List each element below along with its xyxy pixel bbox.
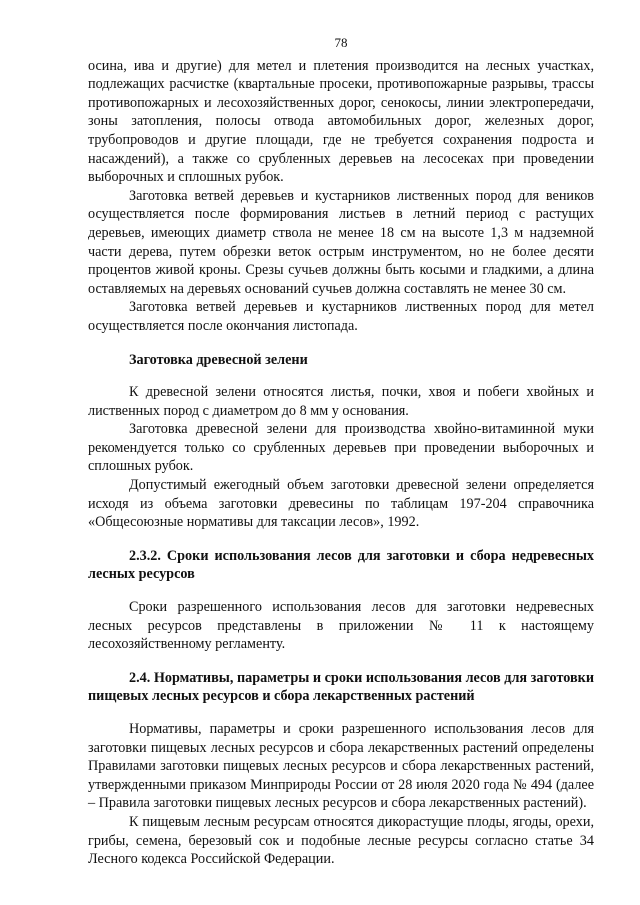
section-heading-2-3-2: 2.3.2. Сроки использования лесов для заготовки и сбора недревесных лесных ресурсов	[88, 547, 594, 583]
section-heading-wood-greens: Заготовка древесной зелени	[129, 351, 308, 368]
paragraph-wood-greens-definition: К древесной зелени относятся листья, почки, хвоя и побеги хвойных и лиственных пород с диаметром до 8 мм у основания.	[88, 384, 594, 419]
page-number: 78	[334, 35, 348, 50]
paragraph-broom-harvesting: Заготовка ветвей деревьев и кустарников лиственных пород для веников осуществляется после формирования листьев в летний период с растущих деревьев, имеющих диаметр ствола не менее 18 см на высоте 1,3 м надземной части дерева, путем обрезки веток острым инструментом, но не более десяти процентов живой кроны. Срезы сучьев должны быть косыми и гладкими, а длина оставляемых на деревьях оснований сучьев должна составлять не менее 30 см.	[88, 187, 594, 297]
section-heading-2-4: 2.4. Нормативы, параметры и сроки использования лесов для заготовки пищевых лесных ресурсов и сбора лекарственных растений	[88, 669, 594, 705]
paragraph-wood-greens-volume: Допустимый ежегодный объем заготовки древесной зелени определяется исходя из объема заготовки древесины по таблицам 197-204 справочника «Общесоюзные нормативы для таксации лесов», 1992.	[88, 477, 594, 531]
paragraph-continuation: осина, ива и другие) для метел и плетения производится на лесных участках, подлежащих расчистке (квартальные просеки, противопожарные разрывы, трассы противопожарных и лесохозяйственных дорог, сенокосы, линии электропередачи, зоны затопления, полосы отвода автомобильных дорог, железных дорог, трубопроводов и другие площади, где не требуется сохранения подроста и насаждений), а также со срубленных деревьев на лесосеках при проведении выборочных и сплошных рубок.	[88, 57, 594, 186]
paragraph-wood-greens-recommendation: Заготовка древесной зелени для производства хвойно-витаминной муки рекомендуется только со срубленных деревьев при проведении выборочных и сплошных рубок.	[88, 421, 594, 475]
paragraph-terms-non-timber: Сроки разрешенного использования лесов для заготовки недревесных лесных ресурсов представлены в приложении № 11 к настоящему лесохозяйственному регламенту.	[88, 599, 594, 653]
paragraph-food-resources-definition: К пищевым лесным ресурсам относятся дикорастущие плоды, ягоды, орехи, грибы, семена, березовый сок и подобные лесные ресурсы согласно статье 34 Лесного кодекса Российской Федерации.	[88, 813, 594, 868]
paragraph-food-resources-rules: Нормативы, параметры и сроки разрешенного использования лесов для заготовки пищевых лесных ресурсов и сбора лекарственных растений определены Правилами заготовки пищевых лесных ресурсов и сбора лекарственных растений, утвержденными приказом Минприроды России от 28 июля 2020 года № 494 (далее – Правила заготовки пищевых лесных ресурсов и сбора лекарственных растений).	[88, 721, 594, 812]
document-page	[88, 34, 594, 869]
paragraph-broom-timing: Заготовка ветвей деревьев и кустарников лиственных пород для метел осуществляется после окончания листопада.	[88, 299, 594, 334]
